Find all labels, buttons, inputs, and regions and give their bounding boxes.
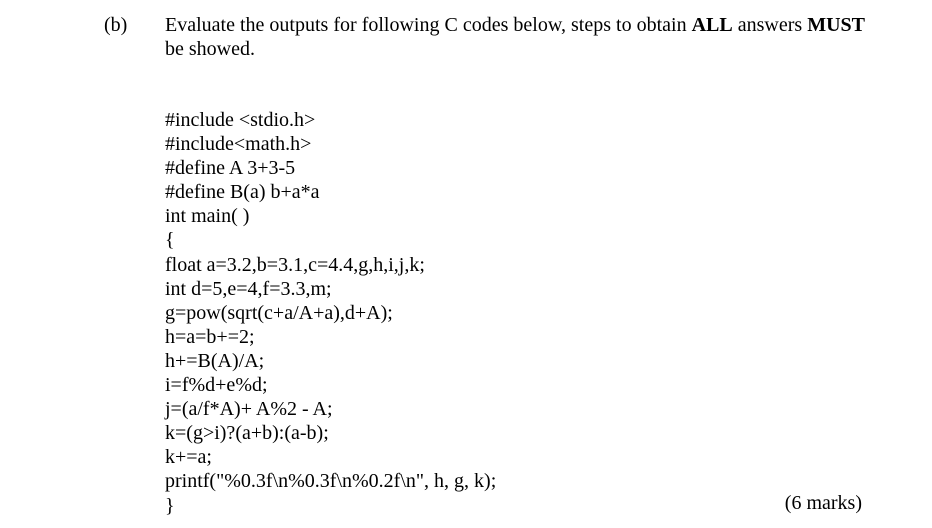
code-block xyxy=(165,108,805,518)
code-line: float a=3.2,b=3.1,c=4.4,g,h,i,j,k; xyxy=(165,253,425,276)
code-line: } xyxy=(165,494,175,517)
question-text-part: be showed. xyxy=(165,38,255,60)
question-text-part: answers xyxy=(732,14,808,36)
code-line: int d=5,e=4,f=3.3,m; xyxy=(165,277,332,300)
question-text-part: Evaluate the outputs for following C codes below, steps to obtain xyxy=(165,14,692,36)
code-line: g=pow(sqrt(c+a/A+a),d+A); xyxy=(165,301,393,324)
code-line: k=(g>i)?(a+b):(a-b); xyxy=(165,422,329,445)
code-line: j=(a/f*A)+ A%2 - A; xyxy=(165,398,333,421)
question-emphasis-all: ALL xyxy=(691,14,733,36)
code-line: #include<math.h> xyxy=(165,133,312,156)
code-line: { xyxy=(165,229,175,252)
code-line: #define B(a) b+a*a xyxy=(165,181,320,204)
question-emphasis-must: MUST xyxy=(807,14,865,36)
question-text xyxy=(165,13,865,61)
code-line: #include <stdio.h> xyxy=(165,109,316,131)
code-line: #define A 3+3-5 xyxy=(165,157,296,180)
code-line: k+=a; xyxy=(165,446,212,469)
code-line: printf("%0.3f\n%0.3f\n%0.2f\n", h, g, k); xyxy=(165,470,497,493)
code-line: h=a=b+=2; xyxy=(165,325,255,348)
code-line: i=f%d+e%d; xyxy=(165,374,268,397)
code-line: int main( ) xyxy=(165,205,250,228)
question-label: (b) xyxy=(104,14,128,36)
marks-label: (6 marks) xyxy=(784,492,862,514)
code-line: h+=B(A)/A; xyxy=(165,349,265,372)
